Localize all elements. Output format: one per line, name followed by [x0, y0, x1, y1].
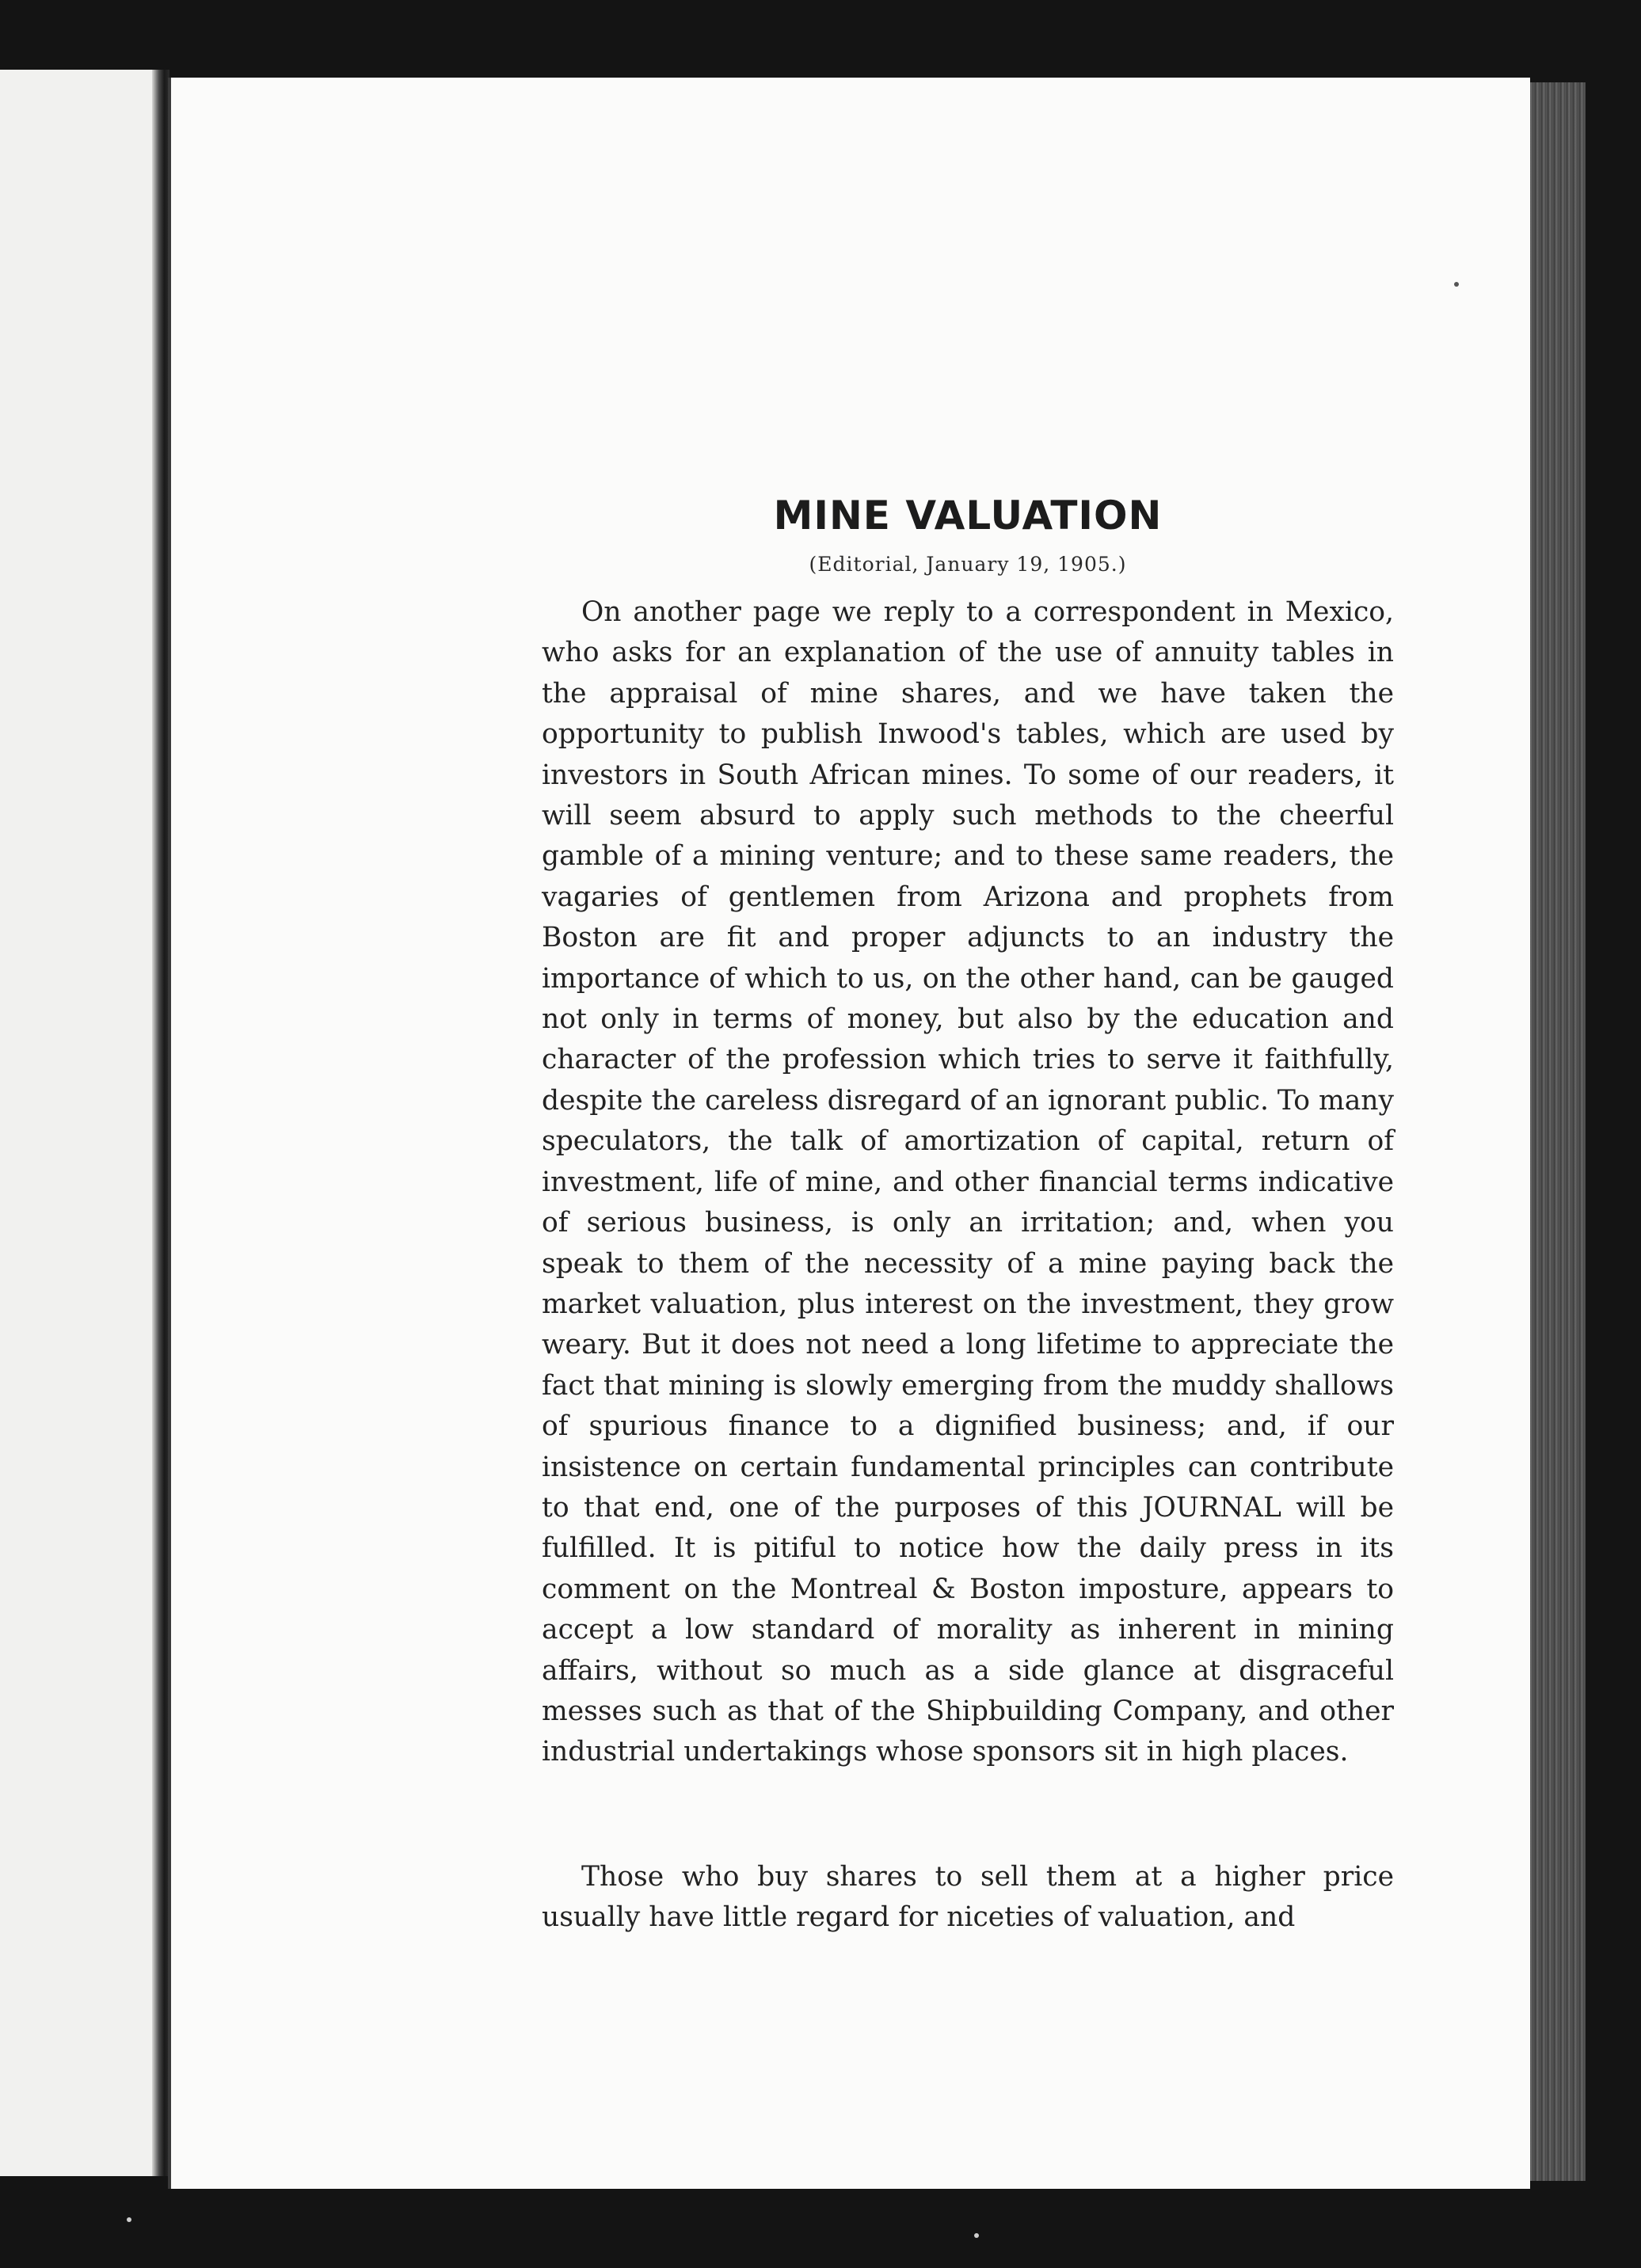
- page-stack-edges: [1527, 82, 1586, 2181]
- scan-speck: [127, 2217, 131, 2222]
- book-page: [168, 78, 1530, 2189]
- facing-page-edge: [0, 70, 157, 2176]
- book-gutter: [152, 70, 169, 2176]
- body-paragraph: On another page we reply to a correspondent in Mexico, who asks for an explanation of the use of annuity tables in the appraisal of mine shares, and we have taken the opportunity to publish Inwood's tables, which are used by investors in South African mines. To some of our readers, it will seem absurd to apply such methods to the cheerful gamble of a mining venture; and to these same readers, the vagaries of gentlemen from Arizona and prophets from Boston are fit and proper adjuncts to an industry the importance of which to us, on the other hand, can be gauged not only in terms of money, but also by the education and character of the profession which tries to serve it faithfully, despite the careless disregard of an ignorant public. To many speculators, the talk of amortization of capital, return of investment, life of mine, and other financial terms indicative of serious business, is only an irritation; and, when you speak to them of the necessity of a mine paying back the market valuation, plus interest on the investment, they grow weary. But it does not need a long lifetime to appreciate the fact that mining is slowly emerging from the muddy shallows of spurious finance to a dignified business; and, if our insistence on certain fundamental principles can contribute to that end, one of the purposes of this JOURNAL will be fulfilled. It is pitiful to notice how the daily press in its comment on the Montreal & Boston imposture, appears to accept a low standard of morality as inherent in mining affairs, without so much as a side glance at disgraceful messes such as that of the Shipbuilding Company, and other industrial undertakings whose sponsors sit in high places.: [542, 596, 1394, 1768]
- page-subtitle: (Editorial, January 19, 1905.): [809, 553, 1127, 576]
- scan-speck: [1454, 282, 1459, 287]
- scan-speck: [974, 2233, 979, 2238]
- page-title: MINE VALUATION: [773, 493, 1163, 538]
- body-paragraph: Those who buy shares to sell them at a higher price usually have little regard for niceties of valuation, and: [542, 1861, 1394, 1934]
